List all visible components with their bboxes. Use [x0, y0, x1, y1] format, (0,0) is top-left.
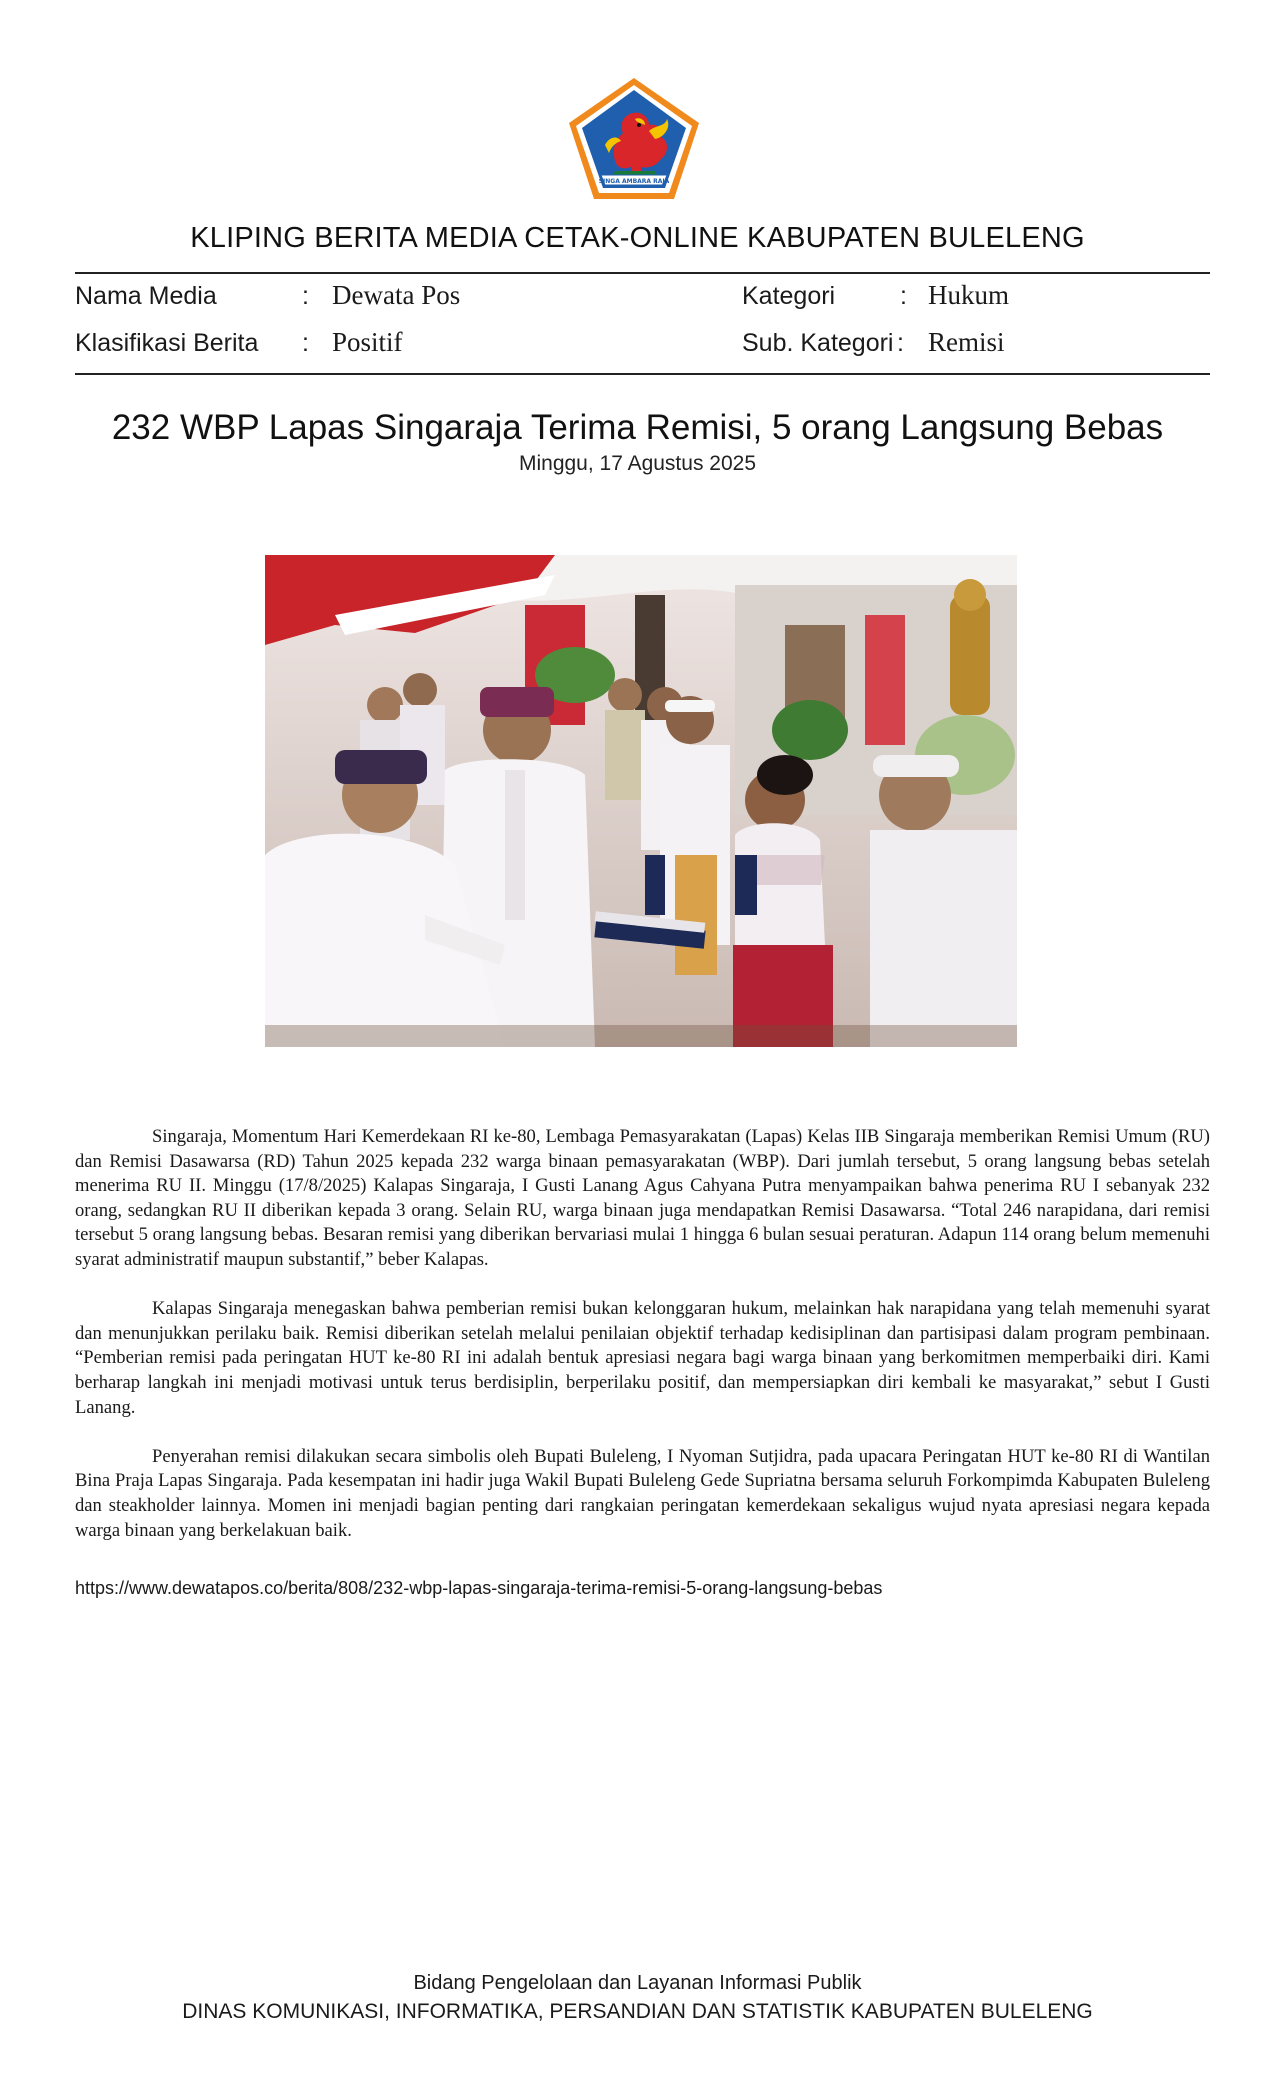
media-name-label: Nama Media [75, 282, 217, 310]
subcategory-value: Remisi [928, 327, 1005, 357]
ceremony-photo [265, 555, 1017, 1047]
article-paragraph: Kalapas Singaraja menegaskan bahwa pemberian remisi bukan kelonggaran hukum, melainkan hak narapidana yang telah memenuhi syarat dan menunjukkan perilaku baik. Remisi diberikan setelah melalui penilaian objektif terhadap kedisiplinan dan partisipasi dalam program pembinaan. “Pemberian remisi pada peringatan HUT ke-80 RI ini adalah bentuk apresiasi negara bagi warga binaan yang berkomitmen memperbaiki diri. Kami berharap langkah ini menjadi motivasi untuk terus berdisiplin, berperilaku positif, dan mempersiapkan diri kembali ke masyarakat,” sebut I Gusti Lanang. [75, 1298, 1210, 1418]
header-divider-top [75, 272, 1210, 274]
source-link[interactable]: https://www.dewatapos.co/berita/808/232-wbp-lapas-singaraja-terima-remisi-5-orang-langsung-bebas [75, 1578, 883, 1598]
category-label: Kategori [742, 282, 836, 310]
header-divider-bottom [75, 373, 1210, 375]
subcategory-colon: : [897, 329, 904, 357]
article-paragraph: Singaraja, Momentum Hari Kemerdekaan RI ke-80, Lembaga Pemasyarakatan (Lapas) Kelas IIB Singaraja memberikan Remisi Umum (RU) dan Remisi Dasawarsa (RD) Tahun 2025 kepada 232 warga binaan pemasyarakatan (WBP). Dari jumlah tersebut, 5 orang langsung bebas setelah menerima RU II. Minggu (17/8/2025) Kalapas Singaraja, I Gusti Lanang Agus Cahyana Putra menyampaikan bahwa penerima RU I sebanyak 232 orang, sedangkan RU II diberikan kepada 3 orang. Selain RU, warga binaan juga mendapatkan Remisi Dasawarsa. “Total 246 narapidana, dari remisi tersebut 5 orang langsung bebas. Besaran remisi yang diberikan bervariasi mulai 1 hingga 6 bulan sesuai peraturan. Adapun 114 orang belum memenuhi syarat administratif maupun substantif,” beber Kalapas. [75, 1126, 1210, 1270]
article-paragraph: Penyerahan remisi dilakukan secara simbolis oleh Bupati Buleleng, I Nyoman Sutjidra, pada upacara Peringatan HUT ke-80 RI di Wantilan Bina Praja Lapas Singaraja. Pada kesempatan ini hadir juga Wakil Bupati Buleleng Gede Supriatna bersama seluruh Forkompimda Kabupaten Buleleng dan steakholder lainnya. Momen ini menjadi bagian penting dari rangkaian peringatan kemerdekaan sekaligus wujud nyata apresiasi negara kepada warga binaan yang berkelakuan baik. [75, 1445, 1210, 1541]
category-value: Hukum [928, 280, 1009, 310]
footer-agency: DINAS KOMUNIKASI, INFORMATIKA, PERSANDIAN DAN STATISTIK KABUPATEN BULELENG [182, 2000, 1093, 2023]
article-body [75, 1125, 1210, 1568]
media-name-colon: : [302, 282, 309, 310]
regency-crest-icon [565, 75, 703, 203]
article-title: 232 WBP Lapas Singaraja Terima Remisi, 5 orang Langsung Bebas [111, 408, 1164, 447]
logo-motto: SINGA AMBARA RAJA [598, 178, 670, 185]
subcategory-label: Sub. Kategori [742, 329, 894, 357]
classification-value: Positif [332, 327, 403, 357]
footer-division: Bidang Pengelolaan dan Layanan Informasi Publik [413, 1972, 862, 1994]
classification-label: Klasifikasi Berita [75, 329, 259, 357]
category-colon: : [900, 282, 907, 310]
article-date: Minggu, 17 Agustus 2025 [518, 452, 756, 475]
document-title: KLIPING BERITA MEDIA CETAK-ONLINE KABUPATEN BULELENG [190, 222, 1085, 254]
media-name-value: Dewata Pos [332, 280, 461, 310]
classification-colon: : [302, 329, 309, 357]
